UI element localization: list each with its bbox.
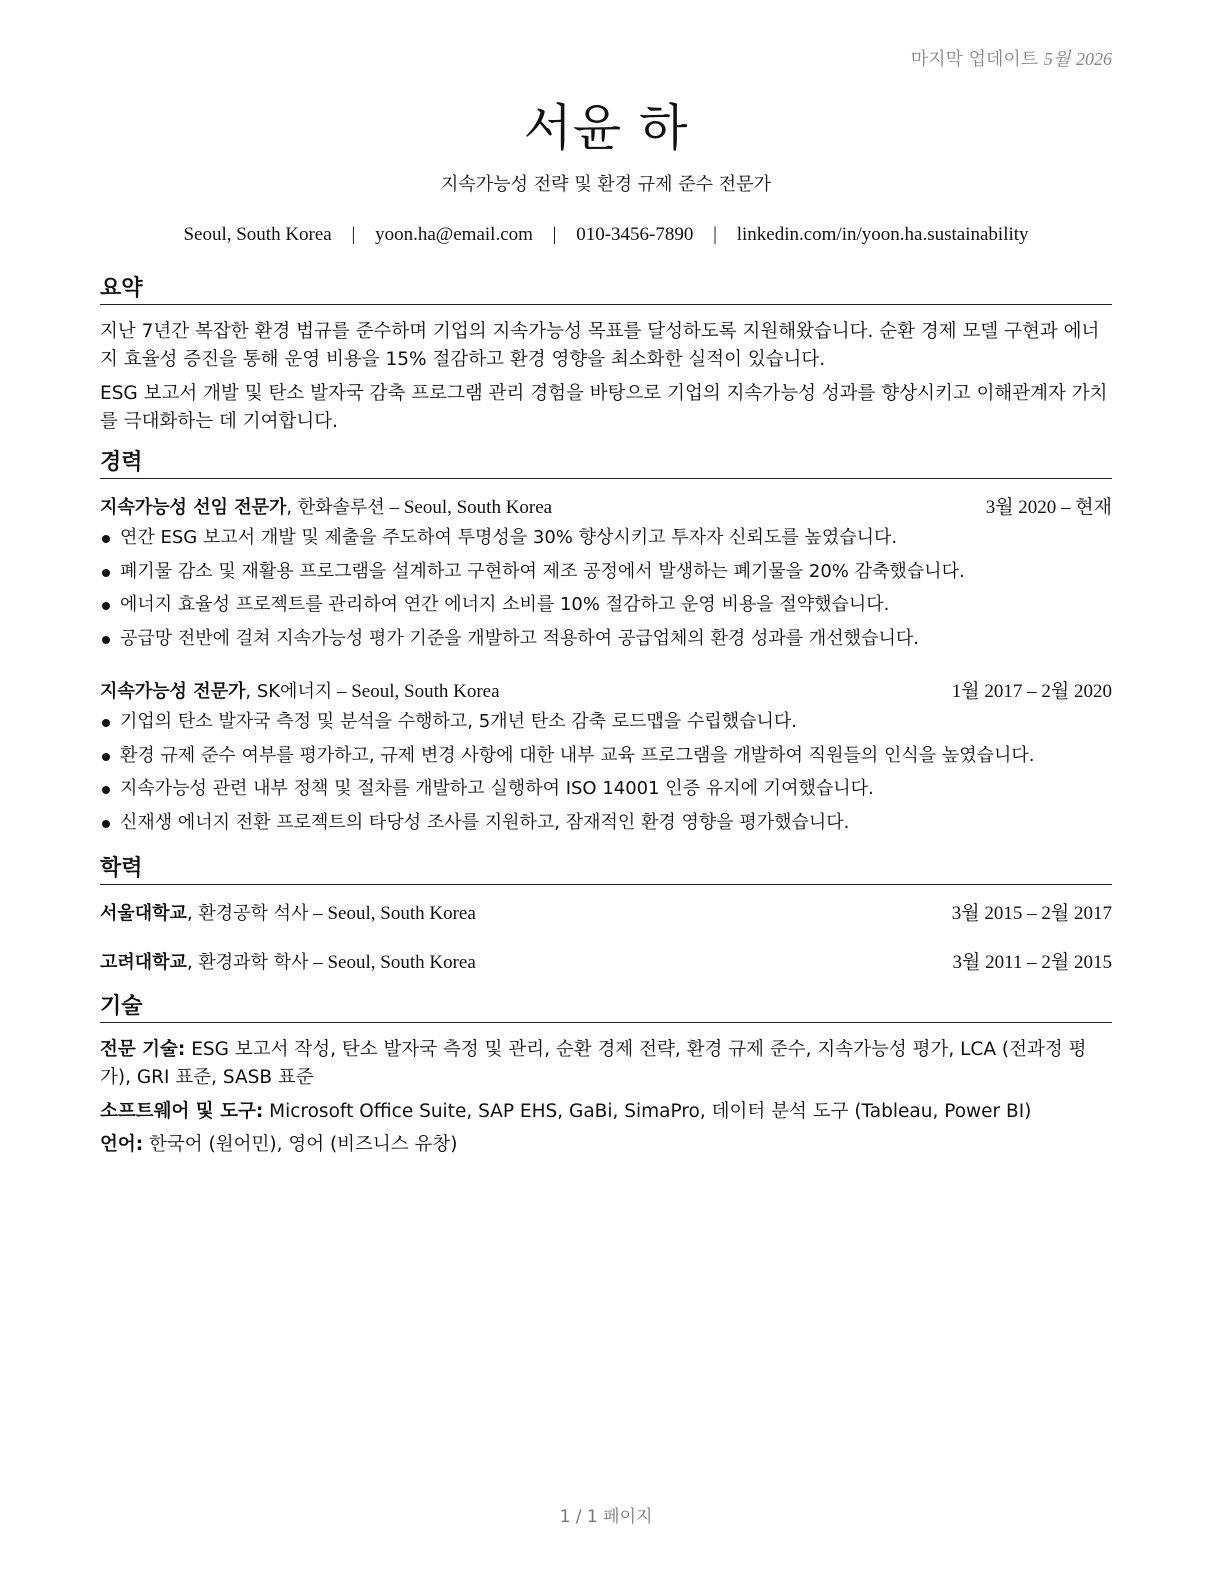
page-number: 1 / 1 페이지 xyxy=(559,1507,653,1527)
updated-prefix: 마지막 업데이트 xyxy=(910,49,1039,70)
job-dates: 1월 2017 – 2월 2020 xyxy=(951,681,1112,702)
degree: 환경과학 학사 xyxy=(198,952,309,973)
section-heading-summary: 요약 xyxy=(100,276,1112,305)
skill-label: 언어: xyxy=(100,1134,144,1155)
skill-value: ESG 보고서 작성, 탄소 발자국 측정 및 관리, 순환 경제 전략, 환경 규제 준수, 지속가능성 평가, LCA (전과정 평가), GRI 표준, SASB 표준 xyxy=(100,1039,1087,1088)
section-heading-skills: 기술 xyxy=(100,994,1112,1023)
list-item: 기업의 탄소 발자국 측정 및 분석을 수행하고, 5개년 탄소 감축 로드맵을 수립했습니다. xyxy=(100,709,1112,743)
list-item: 연간 ESG 보고서 개발 및 제출을 주도하여 투명성을 30% 향상시키고 투자자 신뢰도를 높였습니다. xyxy=(100,525,1112,559)
updated-year: 2026 xyxy=(1076,49,1112,69)
summary-paragraph: ESG 보고서 개발 및 탄소 발자국 감축 프로그램 관리 경험을 바탕으로 기업의 지속가능성 성과를 향상시키고 이해관계자 가치를 극대화하는 데 기여합니다. xyxy=(100,383,1108,432)
job-bullets xyxy=(100,525,1112,659)
skill-value: Microsoft Office Suite, SAP EHS, GaBi, SimaPro, 데이터 분석 도구 (Tableau, Power BI) xyxy=(269,1101,1032,1122)
list-item: 폐기물 감소 및 재활용 프로그램을 설계하고 구현하여 제조 공정에서 발생하는 폐기물을 20% 감축했습니다. xyxy=(100,559,1112,593)
contact-phone: 010-3456-7890 xyxy=(576,224,694,245)
contact-linkedin[interactable]: linkedin.com/in/yoon.ha.sustainability xyxy=(736,224,1029,245)
list-item: 지속가능성 관련 내부 정책 및 절차를 개발하고 실행하여 ISO 14001 인증 유지에 기여했습니다. xyxy=(100,776,1112,810)
person-name: 서윤 하 xyxy=(523,99,689,157)
school-name: 서울대학교 xyxy=(100,903,187,924)
contact-separator: | xyxy=(713,224,717,245)
professional-title: 지속가능성 전략 및 환경 규제 준수 전문가 xyxy=(441,174,771,195)
contact-line xyxy=(100,224,1112,246)
updated-month: 5월 xyxy=(1043,49,1071,69)
section-heading-experience: 경력 xyxy=(100,450,1112,479)
skill-value: 한국어 (원어민), 영어 (비즈니스 유창) xyxy=(149,1134,458,1155)
contact-separator: | xyxy=(552,224,557,245)
job-company: 한화솔루션 xyxy=(297,497,385,518)
school-name: 고려대학교 xyxy=(100,952,187,973)
last-updated xyxy=(911,45,1112,71)
job-location: Seoul, South Korea xyxy=(351,681,500,702)
job-dates: 3월 2020 – 현재 xyxy=(985,497,1112,518)
contact-separator: | xyxy=(351,224,356,245)
skill-line xyxy=(100,1098,1112,1126)
list-item: 환경 규제 준수 여부를 평가하고, 규제 변경 사항에 대한 내부 교육 프로그램을 개발하여 직원들의 인식을 높였습니다. xyxy=(100,743,1112,777)
education-location: Seoul, South Korea xyxy=(327,903,476,924)
skill-label: 전문 기술: xyxy=(100,1039,186,1060)
job-title: 지속가능성 전문가 xyxy=(100,681,246,702)
skill-line xyxy=(100,1131,1112,1159)
education-location: Seoul, South Korea xyxy=(327,952,476,973)
list-item: 신재생 에너지 전환 프로젝트의 타당성 조사를 지원하고, 잠재적인 환경 영향을 평가했습니다. xyxy=(100,810,1112,844)
contact-location: Seoul, South Korea xyxy=(183,224,332,245)
section-heading-education: 학력 xyxy=(100,856,1112,885)
job-title: 지속가능성 선임 전문가 xyxy=(100,497,287,518)
education-dates: 3월 2011 – 2월 2015 xyxy=(952,952,1112,973)
education-entry: 서울대학교, 환경공학 석사 – Seoul, South Korea 3월 2015 – 2월 2017 xyxy=(100,900,1112,928)
job-header: 지속가능성 선임 전문가, 한화솔루션 – Seoul, South Korea 3월 2020 – 현재 xyxy=(100,494,1112,522)
summary-paragraph: 지난 7년간 복잡한 환경 법규를 준수하며 기업의 지속가능성 목표를 달성하도록 지원해왔습니다. 순환 경제 모델 구현과 에너지 효율성 증진을 통해 운영 비용을 15% 절감하고 환경 영향을 최소화한 실적이 있습니다. xyxy=(100,321,1100,370)
job-bullets xyxy=(100,709,1112,843)
job-header: 지속가능성 전문가, SK에너지 – Seoul, South Korea 1월 2017 – 2월 2020 xyxy=(100,678,1112,706)
resume-page xyxy=(100,0,1112,1584)
skill-label: 소프트웨어 및 도구: xyxy=(100,1101,264,1122)
skill-line xyxy=(100,1036,1112,1092)
degree: 환경공학 석사 xyxy=(198,903,309,924)
list-item: 에너지 효율성 프로젝트를 관리하여 연간 에너지 소비를 10% 절감하고 운영 비용을 절약했습니다. xyxy=(100,592,1112,626)
job-company: SK에너지 xyxy=(256,681,333,702)
job-location: Seoul, South Korea xyxy=(403,497,553,518)
contact-email[interactable]: yoon.ha@email.com xyxy=(375,224,533,245)
education-entry: 고려대학교, 환경과학 학사 – Seoul, South Korea 3월 2011 – 2월 2015 xyxy=(100,949,1112,977)
list-item: 공급망 전반에 걸쳐 지속가능성 평가 기준을 개발하고 적용하여 공급업체의 환경 성과를 개선했습니다. xyxy=(100,626,1112,660)
education-dates: 3월 2015 – 2월 2017 xyxy=(951,903,1112,924)
